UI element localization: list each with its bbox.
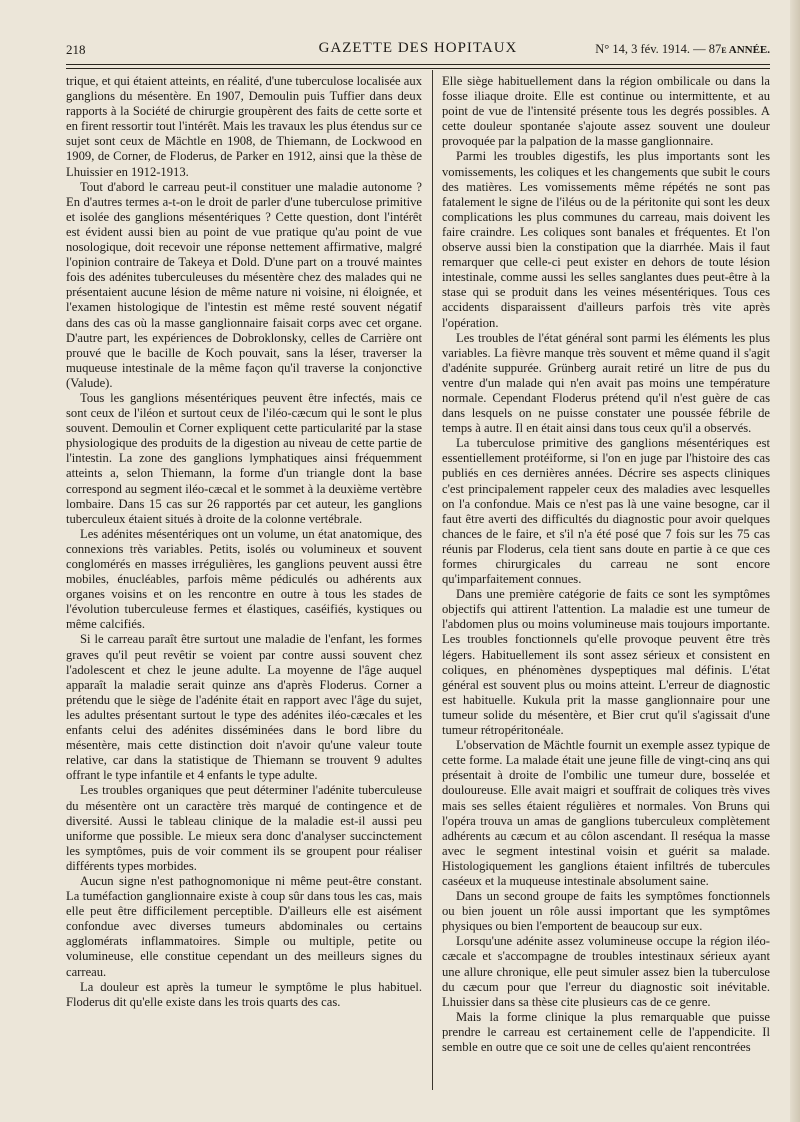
paragraph: La tuberculose primitive des ganglions mésentériques est essentiellement protéiforme, si l'on en juge par l'histoire des cas publiés en ces dernières années. Décrire ses aspects cliniques c'est principalement rappeler ceux des maladies avec lesquelles on l'a confondue. Mais ce n'est pas là une vaine besogne, car il faut être averti des difficultés du diagnostic pour avoir quelques chances de le faire, et s'il n'a été posé que 7 fois sur les 75 cas réunis par Floderus, cela tient sans doute en partie à ce que ces formes chirurgicales du carreau ne sont encore qu'imparfaitement connues. <box>442 436 770 587</box>
header-rule-bottom <box>66 68 770 69</box>
paragraph: Les adénites mésentériques ont un volume, un état anatomique, des connexions très variables. Petits, isolés ou volumineux et souvent conglomérés en masses irrégulières, les ganglions peuvent aussi être mobiles, énucléables, parfois même pédiculés ou adhérents aux organes voisins et on les rencontre en outre à tous les stades de l'évolution tuberculeuse fermes et élastiques, caséifiés, kystiques ou même calcifiés. <box>66 526 422 632</box>
right-column <box>442 74 770 1055</box>
page-number: 218 <box>66 42 86 57</box>
issue-info <box>595 42 770 57</box>
paragraph: Tout d'abord le carreau peut-il constituer une maladie autonome ? En d'autres termes a-t-on le droit de parler d'une tuberculose primitive et isolée des ganglions mésentériques ? Cette question, dont l'intérêt est évident aussi bien au point de vue pratique qu'au point de vue nosologique, doit recevoir une réponse nettement affirmative, malgré l'opinion contraire de Takeya et Dold. D'une part on a trouvé maintes fois des adénites tuberculeuses du mésentère chez des malades qui ne présentaient aucune lésion de même nature ni voisine, ni éloignée, et l'examen histologique de l'intestin est même resté souvent négatif dans des cas où la masse ganglionnaire faisait corps avec cet organe. D'autre part, les expériences de Dobroklonsky, celles de Carrière ont prouvé que le bacille de Koch pouvait, sans la léser, traverser la muqueuse intestinale de la même façon qu'il traverse la conjonctive (Valude). <box>66 179 422 390</box>
paragraph: Les troubles organiques que peut déterminer l'adénite tuberculeuse du mésentère ont un caractère très marqué de contingence et de diversité. Aussi le tableau clinique de la maladie est-il aussi peu uniforme que possible. Le mieux sera donc d'analyser succinctement les symptômes, puis de voir comment ils se groupent pour réaliser différents types morbides. <box>66 783 422 873</box>
header-rule-top <box>66 64 770 65</box>
page-edge <box>790 0 800 1122</box>
paragraph: La douleur est après la tumeur le symptôme le plus habituel. Floderus dit qu'elle existe dans les trois quarts des cas. <box>66 979 422 1009</box>
issue-text: N° 14, 3 fév. 1914. — 87 <box>595 42 722 56</box>
paragraph: L'observation de Mächtle fournit un exemple assez typique de cette forme. La malade était une jeune fille de vingt-cinq ans qui présentait à droite de l'ombilic une tumeur dure, bosselée et douloureuse. Elle avait maigri et souffrait de coliques très vives mais ses selles étaient régulières et normales. Von Bruns qui l'opéra trouva un amas de ganglions tuberculeux complètement adhérents au cæcum et au côlon ascendant. Il reséqua la masse avec le segment intestinal voisin et guérit sa malade. Histologiquement les ganglions étaient infiltrés de tubercules caséeux et la muqueuse intestinale absolument saine. <box>442 738 770 888</box>
journal-title: GAZETTE DES HOPITAUX <box>318 40 518 56</box>
paragraph: Parmi les troubles digestifs, les plus importants sont les vomissements, les coliques et les changements que subit le cours des matières. Les vomissements même répétés ne sont pas fatalement le signe de l'iléus ou de la péritonite qui sont les deux complications les plus communes du carreau, mais doivent les faire craindre. Les coliques sont banales et fréquentes. Et l'on observe aussi bien la constipation que la diarrhée. Mais il faut remarquer que celle-ci peut exister en dehors de toute lésion intestinale, comme aussi les selles sanglantes dues peut-être à la stase qui se produit dans les veines mésentériques. Tous ces accidents disparaissent d'ailleurs parfois très vite après l'opération. <box>442 149 770 330</box>
left-column <box>66 74 422 1010</box>
paragraph: Les troubles de l'état général sont parmi les éléments les plus variables. La fièvre manque très souvent et même quand il s'agit d'adénite suppurée. Grünberg aurait retiré un litre de pus du ventre d'un malade qui n'en avait pas moins une température normale. Cependant Floderus prétend qu'il n'est guère de cas dans lesquels on ne puisse constater une poussée fébrile de temps à autre. Il en était ainsi dans tous ceux qu'il a observés. <box>442 330 770 436</box>
paragraph: Mais la forme clinique la plus remarquable que puisse prendre le carreau est certainement celle de l'appendicite. Il semble en outre que ce soit une de celles qu'aient rencontrées <box>442 1009 770 1054</box>
column-divider <box>432 70 433 1090</box>
paragraph: Aucun signe n'est pathognomonique ni même peut-être constant. La tuméfaction ganglionnaire existe à coup sûr dans tous les cas, mais elle peut être difficilement perceptible. D'ailleurs elle est aisément confondue avec diverses tumeurs abdominales ou certains agglomérats inflammatoires. Simple ou multiple, petite ou volumineuse, elle constitue cependant un des meilleurs signes du carreau. <box>66 873 422 979</box>
paragraph: trique, et qui étaient atteints, en réalité, d'une tuberculose localisée aux ganglions du mésentère. En 1907, Demoulin puis Tuffier dans deux rapports à la Société de chirurgie groupèrent des faits de cette sorte et en firent ressortir tout l'intérêt. Mais les travaux les plus étendus sur ce sujet sont ceux de Mächtle en 1908, de Thiemann, de Lockwood en 1909, de Corner, de Floderus, de Parker en 1912, ainsi que la thèse de Lhuissier en 1912-1913. <box>66 74 422 179</box>
paragraph: Si le carreau paraît être surtout une maladie de l'enfant, les formes graves qu'il peut revêtir se voient par contre aussi souvent chez l'adolescent et chez le jeune adulte. La moyenne de l'âge auquel apparaît la maladie serait quinze ans d'après Floderus. Corner a prétendu que le siège de l'adénite était en rapport avec l'âge du sujet, les adultes présentant surtout le type des adénites iléo-cæcales et les enfants celui des adénites disséminées dans le bord libre du mésentère, mais cette distinction doit n'avoir qu'une valeur toute relative, car dans la statistique de Thiemann se trouvent 9 adultes offrant le type infantile et 4 enfants le type adulte. <box>66 632 422 783</box>
page-header <box>66 38 770 60</box>
paragraph: Dans une première catégorie de faits ce sont les symptômes objectifs qui attirent l'attention. La maladie est une tumeur de l'abdomen plus ou moins volumineuse mais toujours importante. Les troubles fonctionnels qu'elle provoque peuvent être très légers. Habituellement ils sont assez sérieux et consistent en coliques, en phénomènes dyspeptiques mal définis. L'état général est souvent plus ou moins atteint. L'erreur de diagnostic est habituelle. Kukula prit la masse ganglionnaire pour une tumeur solide du mésentère, et Bier crut qu'il s'agissait d'une tumeur rétropéritonéale. <box>442 587 770 738</box>
paragraph: Lorsqu'une adénite assez volumineuse occupe la région iléo-cæcale et s'accompagne de troubles intestinaux sérieux ayant une allure chronique, elle peut simuler assez bien la tuberculose du cæcum pour que l'erreur du diagnostic soit inévitable. Lhuissier dans sa thèse cite plusieurs cas de ce genre. <box>442 934 770 1009</box>
paragraph: Tous les ganglions mésentériques peuvent être infectés, mais ce sont ceux de l'iléon et surtout ceux de l'iléo-cæcum qui le sont le plus souvent. Demoulin et Corner expliquent cette particularité par la stase physiologique des produits de la digestion au niveau de cette partie de l'intestin. La zone des ganglions lymphatiques ainsi fréquemment atteints a, selon Thiemann, la forme d'un triangle dont la base correspond au segment iléo-cæcal et le sommet à la deuxième vertèbre lombaire. Dans 15 cas sur 26 rapportés par cet auteur, les ganglions tuberculeux étaient situés à droite de la colonne vertébrale. <box>66 390 422 526</box>
issue-year-suffix: e ANNÉE. <box>721 44 770 56</box>
paragraph: Elle siège habituellement dans la région ombilicale ou dans la fosse iliaque droite. Elle est continue ou intermittente, et au point de vue de l'intensité présente tous les degrés possibles. A cette douleur spontanée s'ajoute assez souvent une douleur provoquée par la palpation de la masse ganglionnaire. <box>442 74 770 149</box>
paragraph: Dans un second groupe de faits les symptômes fonctionnels ou bien jouent un rôle aussi important que les symptômes physiques ou bien l'emportent de beaucoup sur eux. <box>442 889 770 934</box>
